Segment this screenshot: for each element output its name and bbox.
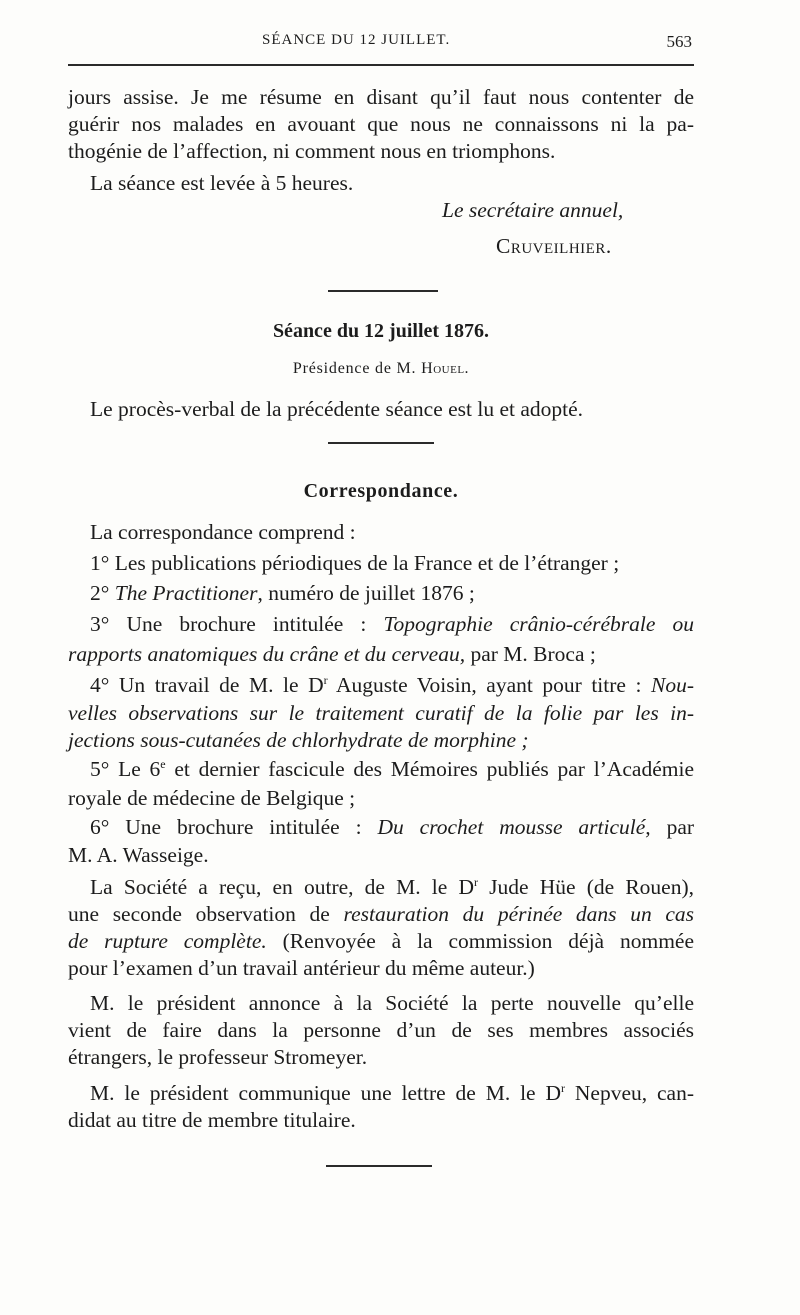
- intro-line: guérir nos malades en avouant que nous ne connaissons ni la pa-: [68, 112, 694, 136]
- running-head-title: SÉANCE DU 12 JUILLET.: [262, 32, 451, 48]
- minutes-line: Le procès-verbal de la précédente séance est lu et adopté.: [90, 397, 584, 421]
- presidency-prefix: Présidence de M.: [292, 360, 417, 377]
- book-page: [68, 0, 694, 1315]
- list-item-continuation: velles observations sur le traitement curatif de la folie par les in-: [68, 701, 694, 725]
- closing-line: La séance est levée à 5 heures.: [90, 171, 354, 195]
- intro-line: jours assise. Je me résume en disant qu’il faut nous contenter de: [68, 85, 694, 109]
- correspondence-list: [68, 517, 694, 869]
- intro-line: thogénie de l’affection, ni comment nous en triomphons.: [68, 139, 556, 163]
- list-item-continuation: jections sous-cutanées de chlorhydrate de morphine ;: [68, 728, 529, 752]
- list-item: 6° Une brochure intitulée : Du crochet mousse articulé, par: [90, 814, 695, 839]
- signature-name: Cruveilhier.: [496, 234, 612, 258]
- page-number: 563: [666, 32, 692, 51]
- list-item-continuation: royale de médecine de Belgique ;: [68, 785, 356, 810]
- intro-paragraph: [68, 84, 694, 197]
- list-item-continuation: M. A. Wasseige.: [68, 843, 209, 867]
- nepveu-paragraph: M. le président communique une lettre de M. le $D^r$ Nepveu, can- didat au titre de membre titulaire.: [68, 1081, 695, 1132]
- session-heading: Séance du 12 juillet 1876.: [272, 320, 490, 342]
- president-name: Houel.: [421, 360, 470, 377]
- list-item: 3° Une brochure intitulée : Topographie crânio-cérébrale ou: [90, 611, 695, 636]
- correspondence-heading: Correspondance.: [303, 480, 459, 502]
- list-item-continuation: rapports anatomiques du crâne et du cerveau, par M. Broca ;: [68, 642, 596, 666]
- section-rule: [328, 442, 434, 444]
- running-head: [68, 32, 694, 56]
- list-item: 1° Les publications périodiques de la France et de l’étranger ;: [90, 550, 620, 575]
- list-item: 2° The Practitioner, numéro de juillet 1876 ;: [90, 581, 475, 605]
- stromeyer-paragraph: M. le président annonce à la Société la perte nouvelle qu’elle vient de faire dans la personne d’un de ses membres associés étrangers, le professeur Stromeyer.: [68, 991, 694, 1069]
- section-rule: [328, 290, 438, 292]
- correspondence-intro: La correspondance comprend :: [90, 520, 356, 544]
- list-item: 4° Un travail de M. le $D^r$ Auguste Voisin, ayant pour titre : Nou-: [90, 672, 695, 697]
- signature-role: Le secrétaire annuel,: [442, 198, 624, 222]
- header-rule: [68, 64, 694, 66]
- list-item: 5° Le 6e et dernier fascicule des Mémoires publiés par l’Académie: [90, 757, 694, 781]
- closing-rule: [326, 1165, 432, 1167]
- presidency-line: [68, 360, 694, 378]
- hue-paragraph: La Société a reçu, en outre, de M. le $D^r$ Jude Hüe (de Rouen), une seconde observation de restauration du périnée dans un cas de rupture complète. (Renvoyée à la commission déjà nommée pour l’examen d’un travail antérieur du même auteur.): [68, 875, 695, 980]
